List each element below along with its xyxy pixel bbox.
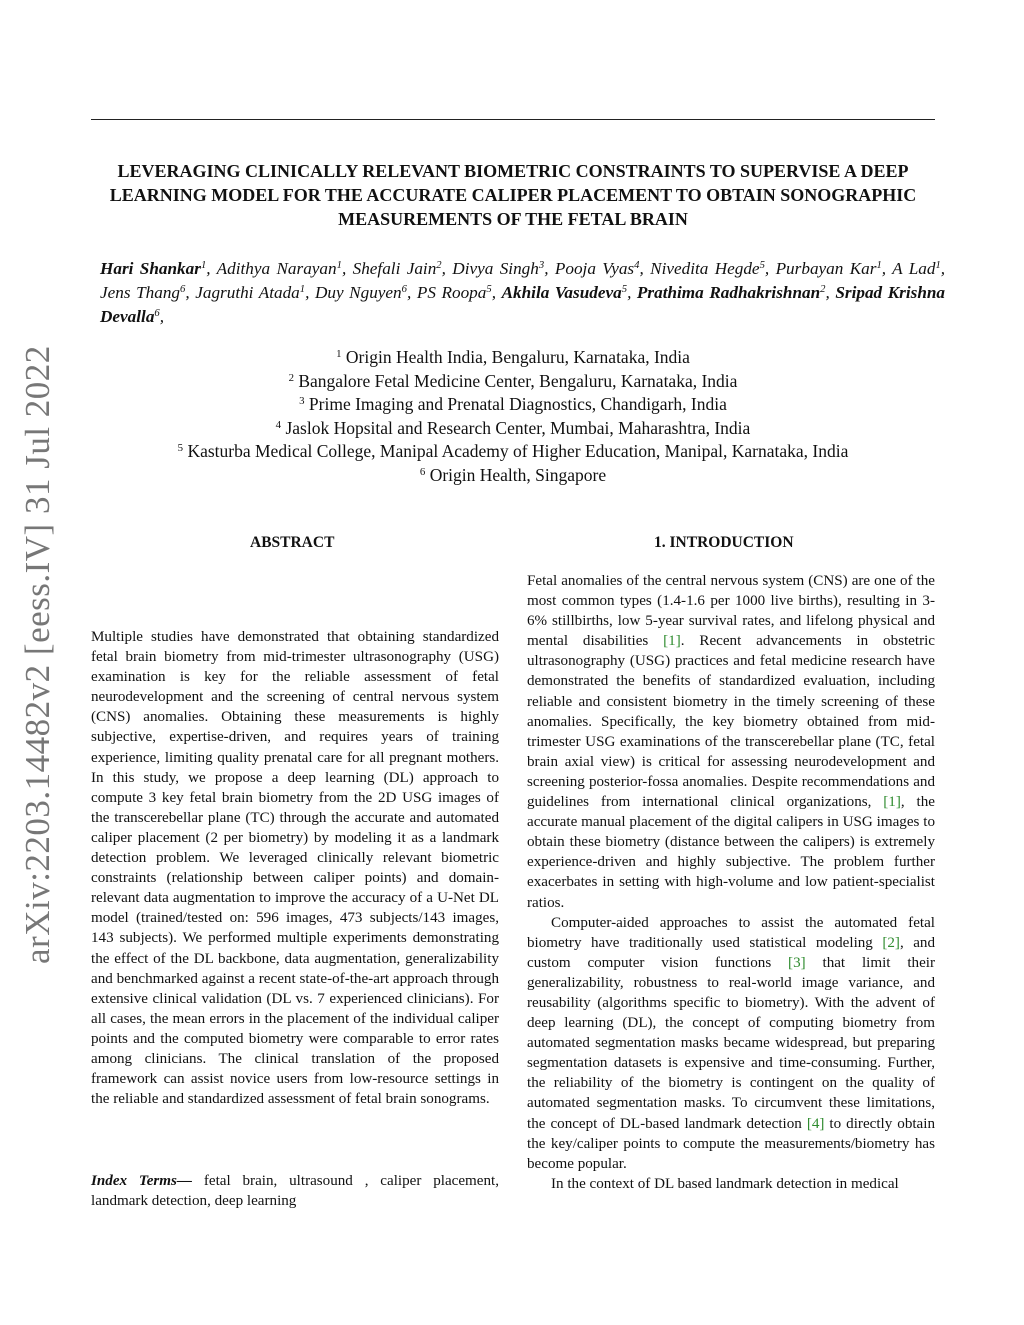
introduction-heading: 1. INTRODUCTION	[654, 534, 794, 551]
paper-title: LEVERAGING CLINICALLY RELEVANT BIOMETRIC CONSTRAINTS TO SUPERVISE A DEEP LEARNING MODEL FOR THE ACCURATE CALIPER PLACEMENT TO OBTAIN SONOGRAPHIC MEASUREMENTS OF THE FETAL BRAIN	[109, 161, 917, 229]
index-terms-text: fetal brain, ultrasound , caliper placement, landmark detection, deep learning	[91, 1173, 499, 1210]
header-rule	[91, 119, 935, 120]
affiliation-marker: 2	[820, 284, 826, 296]
author-name: Jagruthi Atada	[195, 283, 300, 302]
intro-paragraph-3: In the context of DL based landmark detection in medical	[551, 1175, 899, 1192]
index-terms	[91, 1171, 499, 1211]
author-name: Purbayan Kar	[775, 259, 877, 278]
author-name: Prathima Radhakrishnan	[636, 283, 821, 302]
affiliation-marker: 5	[759, 260, 765, 272]
affiliation-marker: 6	[401, 284, 407, 296]
abstract-body	[91, 627, 499, 1109]
author-name: Jens Thang	[100, 283, 181, 302]
author-name: PS Roopa	[416, 283, 487, 302]
affiliation-marker: 5	[486, 284, 492, 296]
author-name: Adithya Narayan	[216, 259, 337, 278]
author-name: Sripad Krishna Devalla	[100, 283, 946, 326]
author-name: Pooja Vyas	[554, 259, 635, 278]
affiliation-line: $^2$ Bangalore Fetal Medicine Center, Bengaluru, Karnataka, India	[288, 370, 738, 391]
affiliation-marker: 1	[299, 284, 306, 296]
affiliation-marker: 5	[621, 284, 628, 296]
abstract-text: Multiple studies have demonstrated that obtaining standardized fetal brain biometry from mid-trimester ultrasonography (USG) examination is key for the reliable assessment of fetal neurodevelopment and the screening of central nervous system (CNS) anomalies. Obtaining these measurements is highly subjective, expertise-driven, and requires years of training experience, limiting quality prenatal care for all pregnant mothers. In this study, we propose a deep learning (DL) approach to compute 3 key fetal brain biometry from the 2D USG images of the transcerebellar plane (TC) through the accurate and automated caliper placement (2 per biometry) by modeling it as a landmark detection problem. We leveraged clinically relevant biometric constraints (relationship between caliper points) and domain-relevant data augmentation to improve the accuracy of a U-Net DL model (trained/tested on: 596 images, 473 subjects/143 images, 143 subjects). We performed multiple experiments demonstrating the effect of the DL backbone, data augmentation, generalizability and benchmarked against a recent state-of-the-art approach through extensive clinical validation (DL vs. 7 experienced clinicians). For all cases, the mean errors in the placement of the individual caliper points and the computed biometry were comparable to error rates among clinicians. The clinical translation of the proposed framework can assist novice users from low-resource settings in the reliable and standardized assessment of fetal brain sonograms.	[91, 629, 499, 1108]
affiliation-marker: 1	[876, 260, 882, 272]
author-name: Akhila Vasudeva	[501, 283, 622, 302]
affiliation-marker: 1	[200, 260, 207, 272]
affiliation-marker: 3	[538, 260, 545, 272]
affiliation-marker: 4	[634, 260, 640, 272]
citation-link[interactable]: [4]	[806, 1115, 825, 1132]
index-terms-label: Index Terms—	[91, 1173, 193, 1189]
citation-link[interactable]: [1]	[663, 633, 681, 650]
author-name: Shefali Jain	[352, 259, 437, 278]
introduction-body	[527, 571, 935, 1194]
abstract-heading: ABSTRACT	[250, 534, 335, 551]
author-name: Hari Shankar	[100, 259, 201, 278]
affiliation-line: $^1$ Origin Health India, Bengaluru, Karnataka, India	[336, 347, 690, 367]
citation-link[interactable]: [2]	[882, 934, 900, 951]
affiliation-list	[91, 346, 935, 488]
affiliation-marker: 1	[336, 260, 342, 272]
affiliation-line: $^3$ Prime Imaging and Prenatal Diagnostics, Chandigarh, India	[299, 394, 727, 415]
author-name: Duy Nguyen	[314, 283, 402, 302]
affiliation-line: $^6$ Origin Health, Singapore	[419, 464, 607, 485]
citation-link[interactable]: [1]	[883, 794, 901, 811]
intro-paragraph-2: Computer-aided approaches to assist the automated fetal biometry have traditionally used statistical modeling [2], and custom computer vision functions [3] that limit their generalizability, robustness to real-world image variance, and reusability (algorithms specific to biometry). With the advent of deep learning (DL), the concept of computing biometry from automated segmentation masks became widespread, but preparing segmentation datasets is expensive and time-consuming. Further, the reliability of the biometry is contingent on the quality of automated segmentation masks. To circumvent these limitations, the concept of DL-based landmark detection [4] to directly obtain the key/caliper points to compute the measurements/biometry has become popular.	[527, 914, 936, 1172]
affiliation-marker: 6	[154, 308, 160, 320]
affiliation-line: $^4$ Jaslok Hopsital and Research Center, Mumbai, Maharashtra, India	[275, 417, 751, 438]
author-name: Divya Singh	[452, 259, 539, 278]
affiliation-marker: 2	[436, 260, 442, 272]
author-name: Nivedita Hegde	[650, 259, 760, 278]
affiliation-marker: 6	[180, 284, 186, 296]
arxiv-identifier: arXiv:2203.14482v2 [eess.IV] 31 Jul 2022	[18, 345, 57, 964]
affiliation-line: $^5$ Kasturba Medical College, Manipal Academy of Higher Education, Manipal, Karnataka, India	[177, 441, 849, 462]
citation-link[interactable]: [3]	[788, 954, 806, 971]
author-name: A Lad	[892, 259, 936, 278]
affiliation-marker: 1	[935, 260, 941, 272]
intro-paragraph-1: Fetal anomalies of the central nervous system (CNS) are one of the most common types (1.4-1.6 per 1000 live births), resulting in 3-6% stillbirths, low 5-year survival rates, and lifelong physical and mental disabilities [1]. Recent advancements in obstetric ultrasonography (USG) practices and fetal medicine research have demonstrated the benefits of standardized evaluation, including reliable and consistent biometry in the timely screening of these anomalies. Specifically, the key biometry obtained from mid-trimester USG examinations of the transcerebellar plane (TC, fetal brain axial view) is critical for assessing neurodevelopment and screening posterior-fossa anomalies. Despite recommendations and guidelines from international clinical organizations, [1], the accurate manual placement of the digital calipers in USG images to obtain these biometry (distance between the calipers) is extremely experience-driven and highly subjective. The problem further exacerbates in setting with high-volume and low patient-specialist ratios.	[527, 573, 935, 911]
author-list: Hari Shankar$^1$, Adithya Narayan$^1$, Shefali Jain$^2$, Divya Singh$^3$, Pooja Vyas$^4$, Nivedita Hegde$^5$, Purbayan Kar$^1$, A Lad$^1$, Jens Thang$^6$, Jagruthi Atada$^1$, Duy Nguyen$^6$, PS Roopa$^5$, Akhila Vasudeva$^5$, Prathima Radhakrishnan$^2$, Sripad Krishna Devalla$^6$,	[100, 259, 946, 326]
